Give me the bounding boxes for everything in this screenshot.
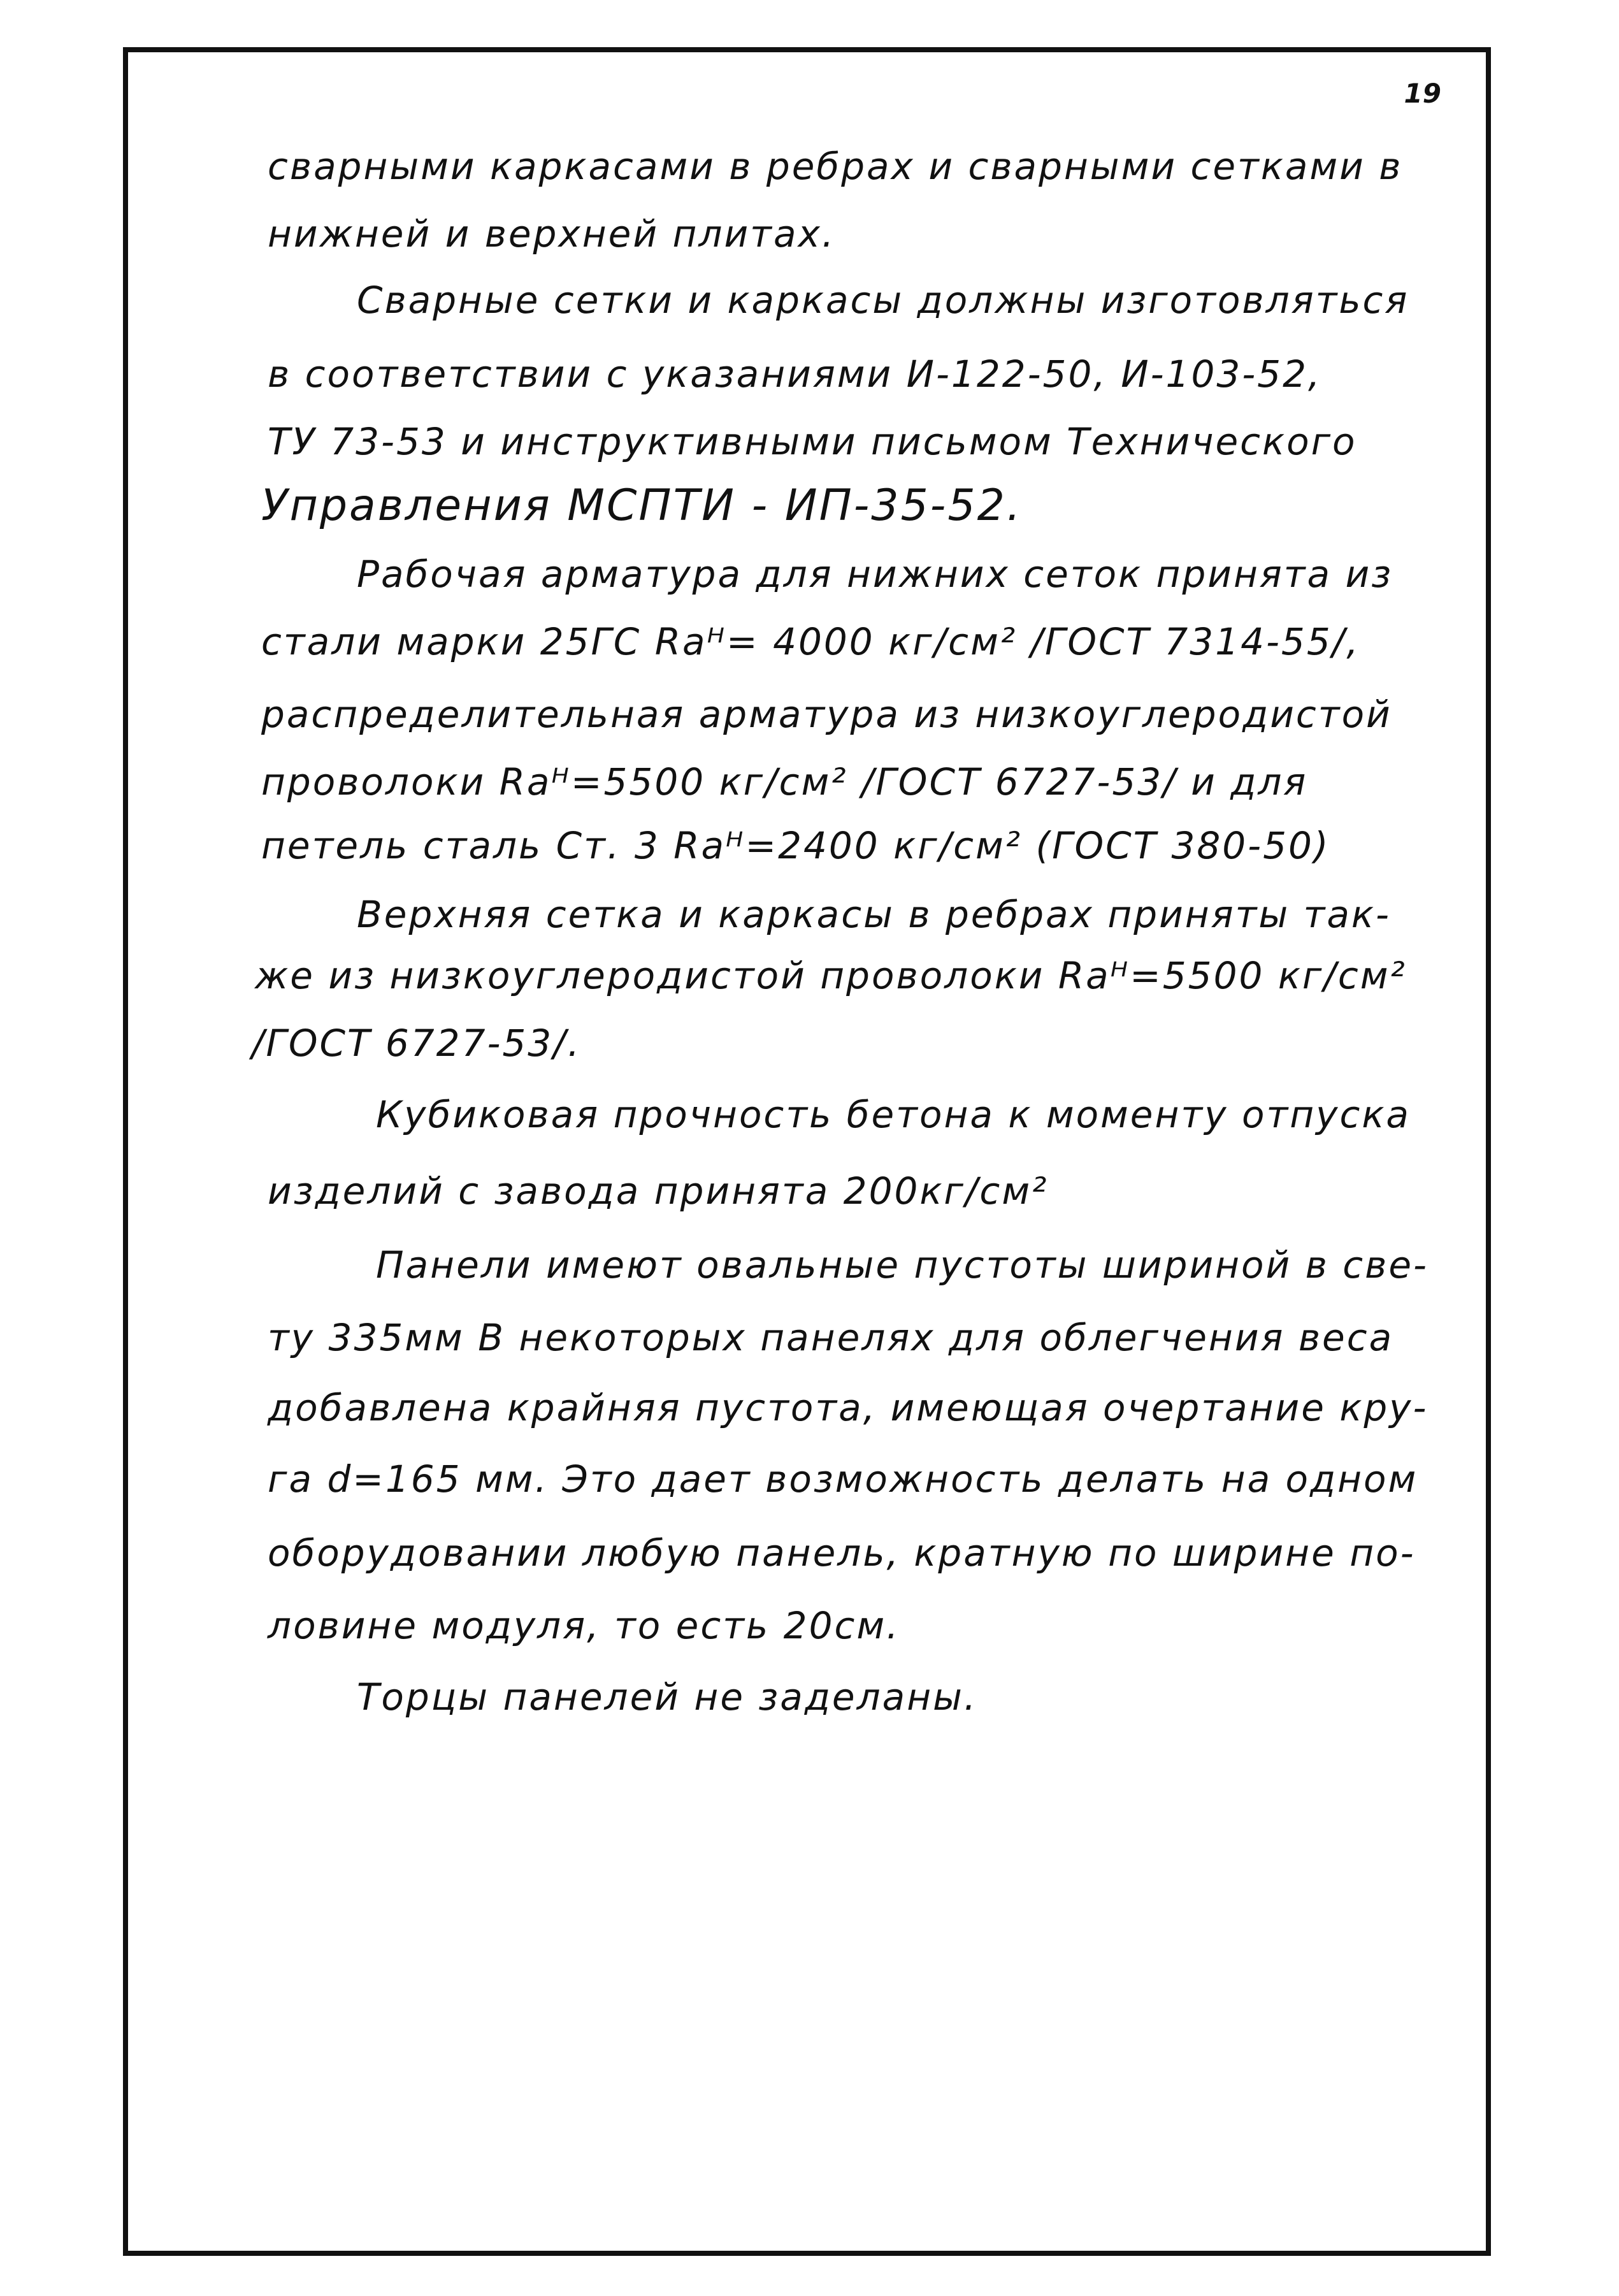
text-line-6: Управления МСПТИ - ИП-35-52.: [261, 480, 1023, 531]
text-line-19: добавлена крайняя пустота, имеющая очертание кру-: [268, 1386, 1428, 1429]
text-line-9: распределительная арматура из низкоуглеродистой: [261, 693, 1392, 736]
text-line-11: петель сталь Ст. 3 Rаᴴ=2400 кг/см² (ГОСТ 380-50): [261, 824, 1330, 867]
text-line-15: Кубиковая прочность бетона к моменту отпуска: [376, 1093, 1411, 1136]
text-line-1: сварными каркасами в ребрах и сварными сетками в: [268, 145, 1403, 188]
text-line-18: ту 335мм В некоторых панелях для облегчения веса: [268, 1316, 1394, 1359]
text-line-23: Торцы панелей не заделаны.: [357, 1675, 978, 1719]
text-line-13: же из низкоуглеродистой проволоки Rаᴴ=5500 кг/см²: [255, 954, 1407, 997]
text-line-5: ТУ 73-53 и инструктивными письмом Технического: [268, 420, 1357, 463]
text-line-3: Сварные сетки и каркасы должны изготовляться: [357, 278, 1409, 322]
text-line-10: проволоки Rаᴴ=5500 кг/см² /ГОСТ 6727-53/ и для: [261, 760, 1308, 804]
text-line-8: стали марки 25ГС Rаᴴ= 4000 кг/см² /ГОСТ 7314-55/,: [261, 620, 1360, 663]
text-line-16: изделий с завода принята 200кг/см²: [268, 1169, 1049, 1213]
text-line-17: Панели имеют овальные пустоты шириной в све-: [376, 1243, 1428, 1287]
text-line-21: оборудовании любую панель, кратную по ширине по-: [268, 1531, 1416, 1575]
text-line-14: /ГОСТ 6727-53/.: [252, 1022, 582, 1065]
text-line-12: Верхняя сетка и каркасы в ребрах приняты так-: [357, 893, 1391, 936]
text-line-7: Рабочая арматура для нижних сеток принята из: [357, 552, 1393, 596]
text-line-2: нижней и верхней плитах.: [268, 212, 836, 256]
text-line-4: в соответствии с указаниями И-122-50, И-103-52,: [268, 352, 1322, 396]
text-line-20: га d=165 мм. Это дает возможность делать на одном: [268, 1457, 1418, 1501]
text-line-22: ловине модуля, то есть 20см.: [268, 1604, 900, 1647]
page-number: 19: [1404, 78, 1441, 109]
